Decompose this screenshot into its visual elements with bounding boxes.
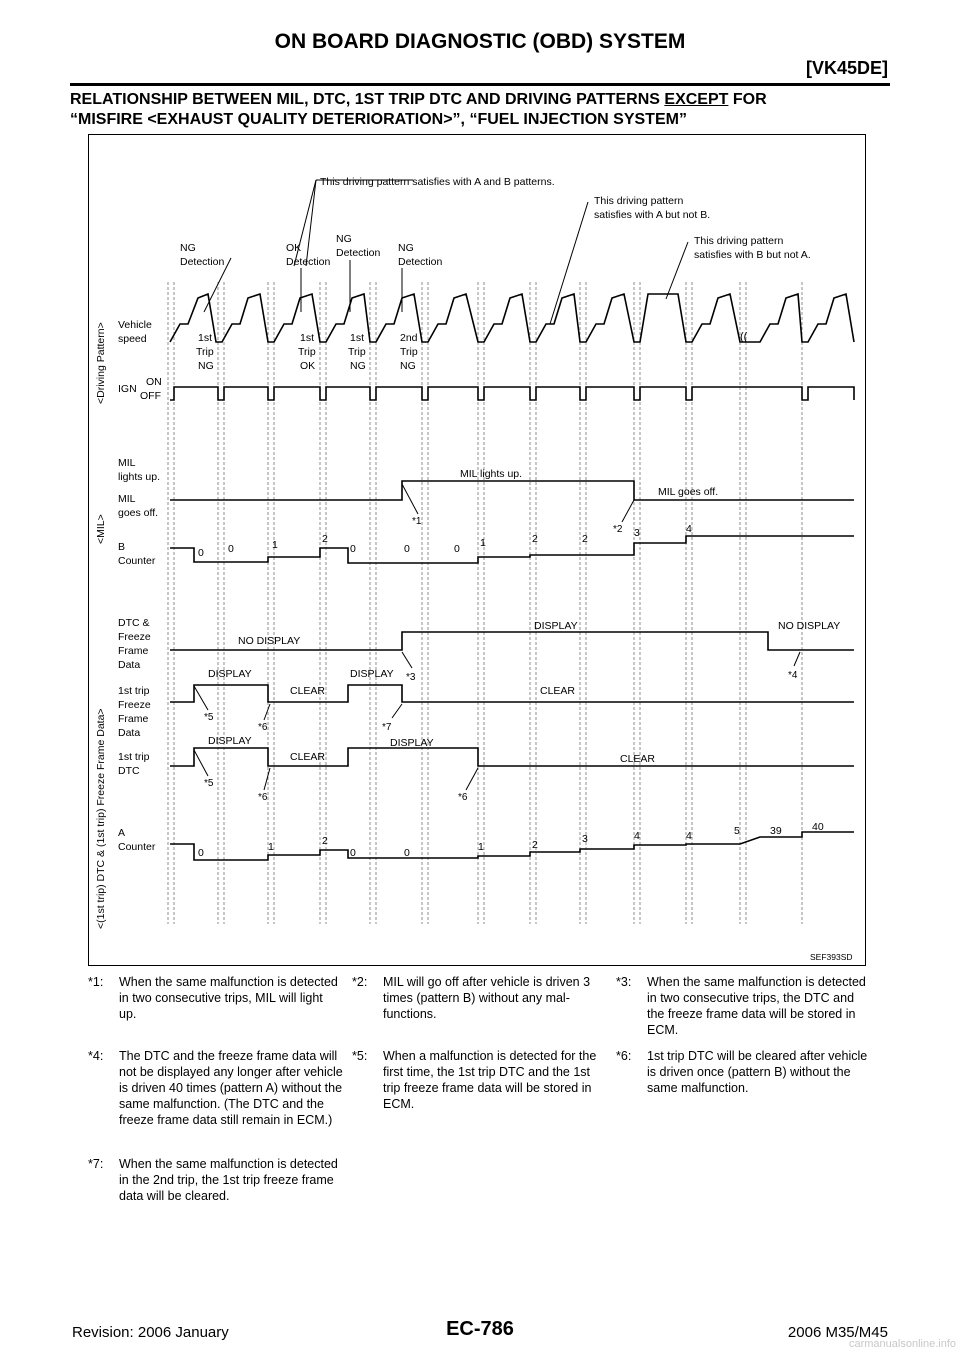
trip1-l3: NG — [198, 360, 214, 372]
trip2-l1: 1st — [300, 332, 315, 344]
heading-line2: “MISFIRE <EXHAUST QUALITY DETERIORATION>”, “FUEL INJECTION SYSTEM” — [70, 111, 687, 128]
a-val-0: 0 — [198, 847, 204, 859]
guide-lines — [168, 282, 802, 924]
marker-5b: *5 — [204, 778, 214, 789]
note-text: When a malfunction is detected for the first time, the 1st trip DTC and the 1st trip freeze frame data will be stored in ECM. — [383, 1049, 597, 1111]
state-dtc1-clear-2: CLEAR — [620, 753, 656, 765]
engine-code: [VK45DE] — [805, 58, 888, 78]
b-val-8: 2 — [532, 533, 538, 545]
note-text: When the same malfunction is detected in the 2nd trip, the 1st trip freeze frame data will be cleared. — [119, 1157, 338, 1203]
state-display: DISPLAY — [534, 620, 578, 632]
a-val-4: 0 — [404, 847, 410, 859]
a-val-6: 2 — [532, 839, 538, 851]
b-val-3: 2 — [322, 533, 328, 545]
state-dtc1-clear-1: CLEAR — [290, 751, 326, 763]
a-val-1: 1 — [268, 841, 274, 853]
row-mil-up-1: MIL — [118, 457, 136, 469]
trip3-l2: Trip — [348, 346, 366, 358]
state-no-display: NO DISPLAY — [238, 635, 301, 647]
b-val-9: 2 — [582, 533, 588, 545]
note-5 — [352, 1048, 607, 1112]
a-val-2: 2 — [322, 835, 328, 847]
row-ff1-3: Frame — [118, 713, 149, 725]
det2-l2: Detection — [286, 256, 331, 268]
trip1-l2: Trip — [196, 346, 214, 358]
note-1 — [88, 974, 343, 1022]
state-dtc1-display-2: DISPLAY — [390, 737, 434, 749]
note-2 — [352, 974, 607, 1022]
trip3-l1: 1st — [350, 332, 365, 344]
row-ff1-2: Freeze — [118, 699, 151, 711]
row-b-1: B — [118, 541, 126, 553]
marker-6a: *6 — [258, 722, 268, 733]
a-val-5: 1 — [478, 841, 484, 853]
marker-5a: *5 — [204, 712, 214, 723]
row-ff1-1: 1st trip — [118, 685, 150, 697]
vehicle-speed-trace — [170, 294, 854, 342]
det2-l1: OK — [286, 242, 302, 254]
row-b-2: Counter — [118, 555, 156, 567]
callout-ab: This driving pattern satisfies with A and B patterns. — [320, 176, 555, 188]
a-val-11: 39 — [770, 825, 782, 837]
note-text: 1st trip DTC will be cleared after vehicle is driven once (pattern B) without the same malfunction. — [647, 1049, 868, 1095]
note-key: *7: — [88, 1157, 104, 1171]
det1-l1: NG — [180, 242, 196, 254]
a-val-7: 3 — [582, 833, 588, 845]
a-val-8: 4 — [634, 830, 640, 842]
b-val-11: 4 — [686, 523, 692, 535]
marker-7: *7 — [382, 722, 392, 733]
note-key: *3: — [616, 975, 632, 989]
row-dtc-2: Freeze — [118, 631, 151, 643]
footer-page-number: EC-786 — [446, 1318, 514, 1340]
note-key: *2: — [352, 975, 368, 989]
note-7 — [88, 1156, 343, 1204]
b-val-10: 3 — [634, 527, 640, 539]
marker-1: *1 — [412, 516, 422, 527]
note-key: *4: — [88, 1049, 104, 1063]
row-ign-on: ON — [146, 376, 162, 388]
figure-code: SEF393SD — [810, 952, 853, 962]
b-val-7: 1 — [480, 537, 486, 549]
row-ign: IGN — [118, 383, 137, 395]
dtc1-trace — [170, 748, 854, 766]
note-text: MIL will go off after vehicle is driven 3 times (pattern B) without any mal-functions. — [383, 975, 591, 1021]
row-a-1: A — [118, 827, 126, 839]
a-val-9: 4 — [686, 830, 692, 842]
heading-line1a: RELATIONSHIP BETWEEN MIL, DTC, 1ST TRIP DTC AND DRIVING PATTERNS — [70, 91, 665, 108]
footer-revision: Revision: 2006 January — [72, 1324, 229, 1341]
a-val-10: 5 — [734, 825, 740, 837]
row-a-2: Counter — [118, 841, 156, 853]
note-text: When the same malfunction is detected in two consecutive trips, the DTC and the freeze frame data will be stored in ECM. — [647, 975, 866, 1037]
page-title: ON BOARD DIAGNOSTIC (OBD) SYSTEM — [274, 30, 686, 53]
state-mil-up: MIL lights up. — [460, 468, 523, 480]
callout-b-not-a-2: satisfies with B but not A. — [694, 249, 811, 261]
det4-l2: Detection — [398, 256, 443, 268]
b-val-1: 0 — [228, 543, 234, 555]
header-rule — [70, 83, 890, 86]
b-val-0: 0 — [198, 547, 204, 559]
state-ff-clear-2: CLEAR — [540, 685, 576, 697]
trip4-l3: NG — [400, 360, 416, 372]
trip4-l2: Trip — [400, 346, 418, 358]
row-dtc-4: Data — [118, 659, 141, 671]
row-dtc-1: DTC & — [118, 617, 150, 629]
marker-6b: *6 — [258, 792, 268, 803]
group-mil: <MIL> — [95, 514, 107, 544]
b-val-2: 1 — [272, 539, 278, 551]
trip2-l3: OK — [300, 360, 316, 372]
marker-2: *2 — [613, 524, 623, 535]
group-dtc: <(1st trip) DTC & (1st trip) Freeze Frame Data> — [95, 708, 107, 929]
watermark: carmanualsonline.info — [848, 1338, 956, 1350]
row-dtc-3: Frame — [118, 645, 149, 657]
row-ff1-4: Data — [118, 727, 141, 739]
b-val-4: 0 — [350, 543, 356, 555]
section-heading — [70, 90, 900, 130]
row-vehicle-2: speed — [118, 333, 147, 345]
row-vehicle-1: Vehicle — [118, 319, 152, 331]
note-6 — [616, 1048, 871, 1096]
note-key: *1: — [88, 975, 104, 989]
heading-except: EXCEPT — [664, 91, 729, 108]
marker-3: *3 — [406, 672, 416, 683]
trip2-l2: Trip — [298, 346, 316, 358]
row-dtc1-2: DTC — [118, 765, 140, 777]
marker-4: *4 — [788, 670, 798, 681]
state-dtc1-display-1: DISPLAY — [208, 735, 252, 747]
state-ff-display-2: DISPLAY — [350, 668, 394, 680]
row-mil-off-1: MIL — [118, 493, 136, 505]
b-val-6: 0 — [454, 543, 460, 555]
note-text: The DTC and the freeze frame data will not be displayed any longer after vehicle is driven 40 times (pattern A) without the same malfunction. (The DTC and the freeze frame data still remain in ECM.) — [119, 1049, 343, 1127]
row-mil-off-2: goes off. — [118, 507, 159, 519]
marker-6c: *6 — [458, 792, 468, 803]
row-ign-off: OFF — [140, 390, 161, 402]
trip3-l3: NG — [350, 360, 366, 372]
group-driving: <Driving Pattern> — [95, 322, 107, 404]
row-dtc1-1: 1st trip — [118, 751, 150, 763]
det3-l2: Detection — [336, 247, 381, 259]
callout-b-not-a-1: This driving pattern — [694, 235, 784, 247]
state-no-display-2: NO DISPLAY — [778, 620, 841, 632]
note-text: When the same malfunction is detected in two consecutive trips, MIL will light up. — [119, 975, 338, 1021]
callout-a-not-b-1: This driving pattern — [594, 195, 684, 207]
ff1-trace — [170, 685, 854, 702]
det4-l1: NG — [398, 242, 414, 254]
state-ff-display-1: DISPLAY — [208, 668, 252, 680]
mil-trace — [170, 481, 854, 500]
ign-trace — [170, 387, 854, 400]
callout-a-not-b-2: satisfies with A but not B. — [594, 209, 711, 221]
trip1-l1: 1st — [198, 332, 213, 344]
det3-l1: NG — [336, 233, 352, 245]
state-ff-clear-1: CLEAR — [290, 685, 326, 697]
det1-l2: Detection — [180, 256, 225, 268]
b-val-5: 0 — [404, 543, 410, 555]
state-mil-off: MIL goes off. — [658, 486, 719, 498]
note-3 — [616, 974, 871, 1038]
a-val-3: 0 — [350, 847, 356, 859]
row-mil-up-2: lights up. — [118, 471, 161, 483]
break-mark: (( — [740, 331, 748, 343]
heading-line1b: FOR — [728, 91, 767, 108]
timing-diagram — [88, 134, 866, 966]
a-val-12: 40 — [812, 821, 824, 833]
trip4-l1: 2nd — [400, 332, 418, 344]
footer-model: 2006 M35/M45 — [787, 1324, 888, 1341]
note-4 — [88, 1048, 343, 1128]
note-key: *5: — [352, 1049, 368, 1063]
note-key: *6: — [616, 1049, 632, 1063]
